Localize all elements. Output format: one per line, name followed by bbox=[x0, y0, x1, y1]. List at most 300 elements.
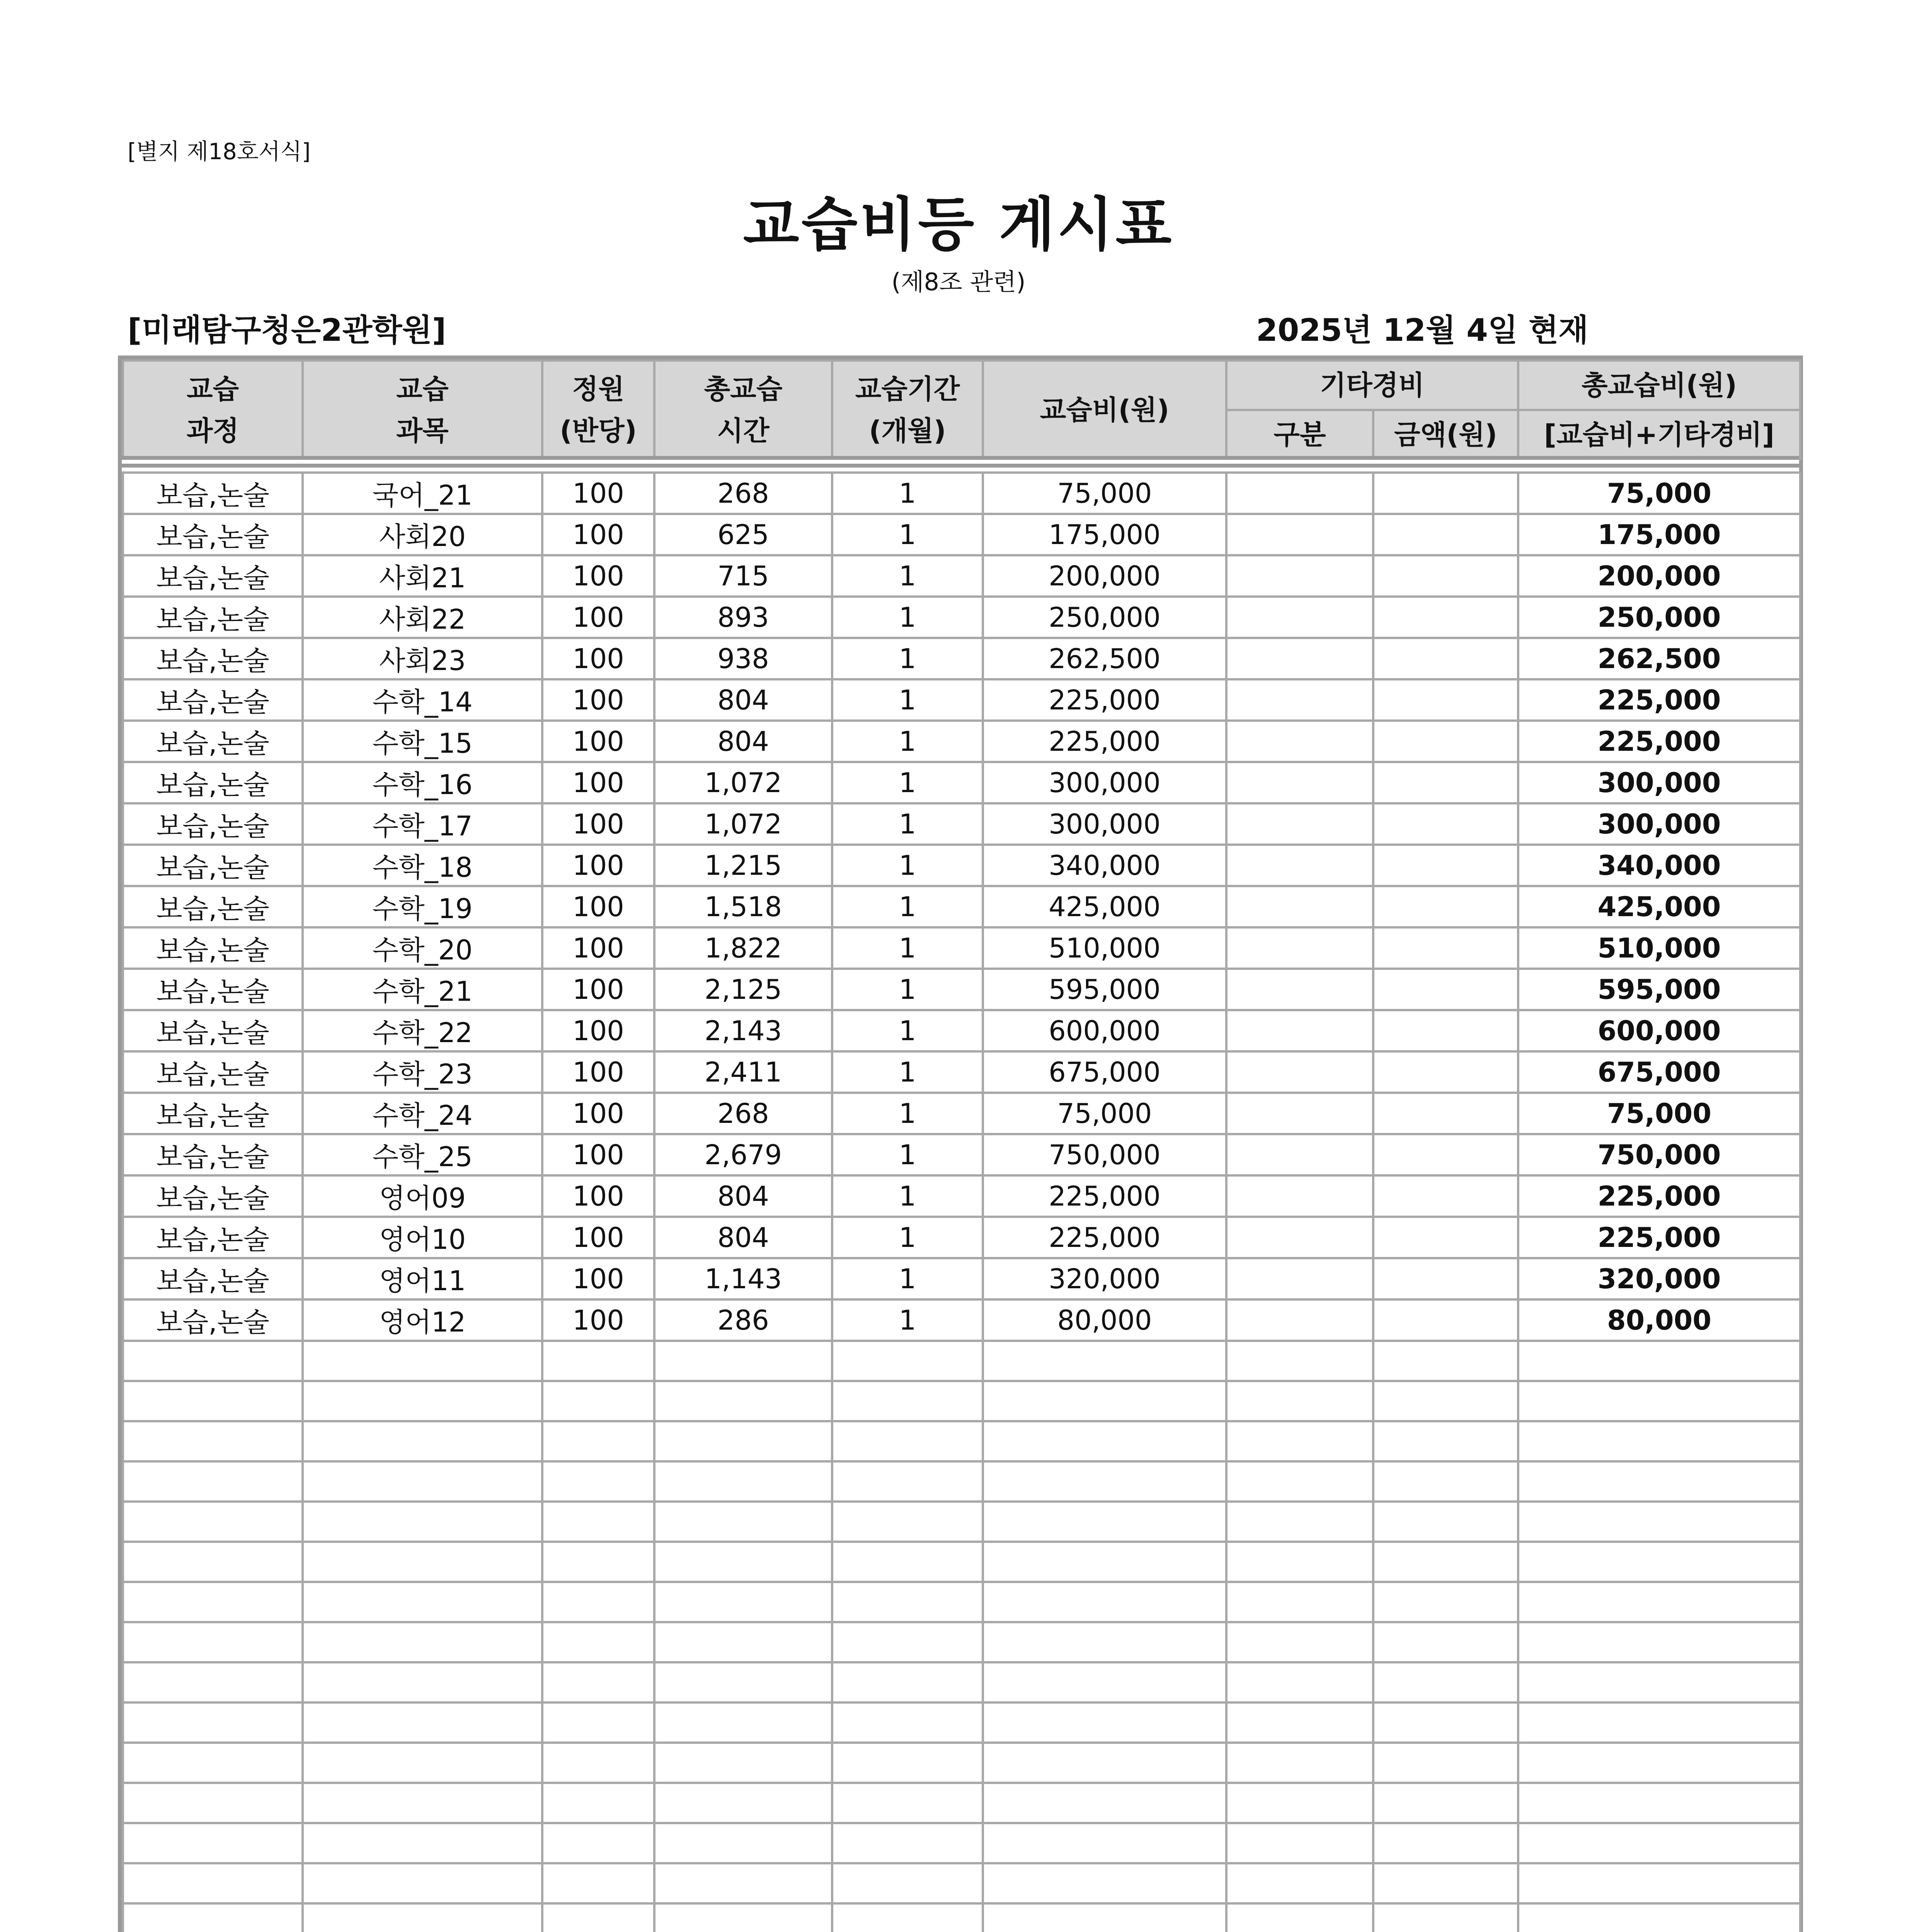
cell-capacity: 100 bbox=[542, 969, 654, 1010]
cell-fee: 300,000 bbox=[983, 803, 1226, 845]
cell-capacity: 100 bbox=[542, 1051, 654, 1093]
cell-total: 250,000 bbox=[1518, 597, 1800, 638]
cell-other-type bbox=[1226, 1134, 1373, 1175]
cell-hours: 715 bbox=[654, 555, 832, 597]
empty-cell bbox=[1518, 1502, 1800, 1542]
cell-fee: 750,000 bbox=[983, 1134, 1226, 1175]
cell-other-type bbox=[1226, 473, 1373, 514]
cell-other-amount bbox=[1373, 1299, 1518, 1341]
cell-total: 340,000 bbox=[1518, 845, 1800, 886]
table-row bbox=[123, 1051, 1800, 1093]
cell-total: 225,000 bbox=[1518, 1217, 1800, 1258]
cell-course: 보습,논술 bbox=[123, 597, 303, 638]
empty-cell bbox=[1373, 1823, 1518, 1863]
empty-cell bbox=[1373, 1783, 1518, 1823]
empty-cell bbox=[1373, 1582, 1518, 1622]
cell-other-type bbox=[1226, 1258, 1373, 1299]
cell-total: 510,000 bbox=[1518, 927, 1800, 969]
cell-period: 1 bbox=[832, 597, 983, 638]
cell-capacity: 100 bbox=[542, 845, 654, 886]
cell-other-amount bbox=[1373, 597, 1518, 638]
empty-cell bbox=[542, 1863, 654, 1903]
empty-table-row bbox=[123, 1542, 1800, 1582]
header-fee: 교습비(원) bbox=[983, 361, 1226, 459]
fee-table-body bbox=[122, 471, 1801, 1932]
empty-cell bbox=[303, 1582, 542, 1622]
header-separator bbox=[122, 456, 1799, 468]
cell-course: 보습,논술 bbox=[123, 1217, 303, 1258]
cell-other-amount bbox=[1373, 803, 1518, 845]
empty-cell bbox=[1226, 1702, 1373, 1743]
cell-course: 보습,논술 bbox=[123, 927, 303, 969]
page-title: 교습비등 게시표 bbox=[743, 191, 1174, 259]
cell-course: 보습,논술 bbox=[123, 721, 303, 762]
cell-fee: 510,000 bbox=[983, 927, 1226, 969]
cell-period: 1 bbox=[832, 886, 983, 927]
empty-cell bbox=[1226, 1582, 1373, 1622]
empty-cell bbox=[654, 1381, 832, 1421]
cell-capacity: 100 bbox=[542, 1299, 654, 1341]
empty-cell bbox=[123, 1823, 303, 1863]
empty-cell bbox=[1373, 1502, 1518, 1542]
empty-cell bbox=[654, 1783, 832, 1823]
cell-course: 보습,논술 bbox=[123, 1051, 303, 1093]
empty-cell bbox=[542, 1823, 654, 1863]
cell-capacity: 100 bbox=[542, 1134, 654, 1175]
cell-other-amount bbox=[1373, 679, 1518, 721]
empty-cell bbox=[832, 1582, 983, 1622]
cell-total: 200,000 bbox=[1518, 555, 1800, 597]
cell-fee: 225,000 bbox=[983, 1175, 1226, 1217]
empty-cell bbox=[983, 1823, 1226, 1863]
empty-cell bbox=[1226, 1662, 1373, 1702]
empty-cell bbox=[1518, 1702, 1800, 1743]
cell-subject: 수학_16 bbox=[303, 762, 542, 803]
cell-fee: 75,000 bbox=[983, 473, 1226, 514]
cell-hours: 1,143 bbox=[654, 1258, 832, 1299]
cell-fee: 340,000 bbox=[983, 845, 1226, 886]
cell-total: 425,000 bbox=[1518, 886, 1800, 927]
empty-cell bbox=[654, 1702, 832, 1743]
empty-cell bbox=[1373, 1863, 1518, 1903]
cell-total: 600,000 bbox=[1518, 1010, 1800, 1051]
cell-total: 300,000 bbox=[1518, 803, 1800, 845]
empty-cell bbox=[542, 1421, 654, 1461]
empty-cell bbox=[542, 1783, 654, 1823]
empty-cell bbox=[1518, 1783, 1800, 1823]
cell-other-type bbox=[1226, 597, 1373, 638]
cell-other-type bbox=[1226, 514, 1373, 555]
empty-cell bbox=[832, 1622, 983, 1662]
cell-other-amount bbox=[1373, 473, 1518, 514]
empty-cell bbox=[1373, 1743, 1518, 1783]
cell-course: 보습,논술 bbox=[123, 886, 303, 927]
empty-cell bbox=[1226, 1421, 1373, 1461]
cell-other-type bbox=[1226, 555, 1373, 597]
empty-cell bbox=[983, 1502, 1226, 1542]
cell-other-amount bbox=[1373, 638, 1518, 679]
cell-total: 75,000 bbox=[1518, 473, 1800, 514]
cell-other-type bbox=[1226, 1299, 1373, 1341]
cell-period: 1 bbox=[832, 473, 983, 514]
empty-cell bbox=[983, 1381, 1226, 1421]
cell-subject: 사회20 bbox=[303, 514, 542, 555]
cell-fee: 225,000 bbox=[983, 1217, 1226, 1258]
empty-cell bbox=[123, 1502, 303, 1542]
cell-capacity: 100 bbox=[542, 597, 654, 638]
empty-cell bbox=[654, 1341, 832, 1381]
table-row bbox=[123, 1134, 1800, 1175]
cell-other-type bbox=[1226, 638, 1373, 679]
empty-cell bbox=[983, 1622, 1226, 1662]
cell-course: 보습,논술 bbox=[123, 679, 303, 721]
cell-hours: 1,072 bbox=[654, 762, 832, 803]
cell-other-type bbox=[1226, 969, 1373, 1010]
empty-cell bbox=[832, 1542, 983, 1582]
cell-other-type bbox=[1226, 927, 1373, 969]
empty-cell bbox=[542, 1502, 654, 1542]
empty-cell bbox=[303, 1502, 542, 1542]
empty-table-row bbox=[123, 1903, 1800, 1932]
cell-hours: 2,679 bbox=[654, 1134, 832, 1175]
cell-period: 1 bbox=[832, 1217, 983, 1258]
empty-cell bbox=[654, 1582, 832, 1622]
cell-period: 1 bbox=[832, 679, 983, 721]
header-course: 교습 과정 bbox=[123, 361, 303, 459]
empty-cell bbox=[832, 1783, 983, 1823]
cell-fee: 80,000 bbox=[983, 1299, 1226, 1341]
empty-cell bbox=[832, 1743, 983, 1783]
empty-cell bbox=[654, 1421, 832, 1461]
cell-course: 보습,논술 bbox=[123, 473, 303, 514]
empty-cell bbox=[654, 1542, 832, 1582]
empty-cell bbox=[832, 1461, 983, 1502]
empty-cell bbox=[123, 1461, 303, 1502]
cell-other-amount bbox=[1373, 886, 1518, 927]
cell-total: 300,000 bbox=[1518, 762, 1800, 803]
cell-period: 1 bbox=[832, 762, 983, 803]
empty-cell bbox=[1373, 1903, 1518, 1932]
table-row bbox=[123, 803, 1800, 845]
cell-course: 보습,논술 bbox=[123, 969, 303, 1010]
cell-other-amount bbox=[1373, 1010, 1518, 1051]
cell-other-amount bbox=[1373, 1175, 1518, 1217]
header-capacity: 정원 (반당) bbox=[542, 361, 654, 459]
cell-subject: 수학_17 bbox=[303, 803, 542, 845]
empty-cell bbox=[303, 1662, 542, 1702]
cell-subject: 영어12 bbox=[303, 1299, 542, 1341]
cell-period: 1 bbox=[832, 721, 983, 762]
empty-cell bbox=[1518, 1542, 1800, 1582]
cell-hours: 2,411 bbox=[654, 1051, 832, 1093]
empty-cell bbox=[123, 1341, 303, 1381]
cell-hours: 268 bbox=[654, 473, 832, 514]
empty-cell bbox=[654, 1502, 832, 1542]
empty-cell bbox=[123, 1542, 303, 1582]
empty-cell bbox=[832, 1903, 983, 1932]
cell-hours: 804 bbox=[654, 679, 832, 721]
empty-cell bbox=[303, 1341, 542, 1381]
empty-cell bbox=[654, 1823, 832, 1863]
empty-cell bbox=[542, 1743, 654, 1783]
empty-cell bbox=[1226, 1903, 1373, 1932]
cell-capacity: 100 bbox=[542, 473, 654, 514]
cell-subject: 수학_18 bbox=[303, 845, 542, 886]
cell-subject: 수학_24 bbox=[303, 1093, 542, 1134]
cell-hours: 804 bbox=[654, 1217, 832, 1258]
cell-total: 262,500 bbox=[1518, 638, 1800, 679]
cell-subject: 수학_20 bbox=[303, 927, 542, 969]
table-row bbox=[123, 514, 1800, 555]
cell-other-amount bbox=[1373, 1258, 1518, 1299]
empty-cell bbox=[542, 1461, 654, 1502]
empty-table-row bbox=[123, 1502, 1800, 1542]
empty-cell bbox=[1226, 1341, 1373, 1381]
cell-other-amount bbox=[1373, 1093, 1518, 1134]
cell-capacity: 100 bbox=[542, 762, 654, 803]
cell-period: 1 bbox=[832, 1258, 983, 1299]
empty-cell bbox=[1518, 1743, 1800, 1783]
empty-cell bbox=[832, 1381, 983, 1421]
cell-capacity: 100 bbox=[542, 803, 654, 845]
empty-cell bbox=[1373, 1341, 1518, 1381]
cell-period: 1 bbox=[832, 927, 983, 969]
cell-fee: 300,000 bbox=[983, 762, 1226, 803]
empty-table-row bbox=[123, 1341, 1800, 1381]
empty-cell bbox=[123, 1743, 303, 1783]
cell-period: 1 bbox=[832, 638, 983, 679]
cell-capacity: 100 bbox=[542, 679, 654, 721]
cell-course: 보습,논술 bbox=[123, 762, 303, 803]
cell-capacity: 100 bbox=[542, 1258, 654, 1299]
cell-subject: 영어09 bbox=[303, 1175, 542, 1217]
table-row bbox=[123, 679, 1800, 721]
empty-cell bbox=[1226, 1863, 1373, 1903]
empty-cell bbox=[303, 1702, 542, 1743]
table-row bbox=[123, 1258, 1800, 1299]
cell-course: 보습,논술 bbox=[123, 638, 303, 679]
table-row bbox=[123, 638, 1800, 679]
cell-course: 보습,논술 bbox=[123, 803, 303, 845]
header-subject: 교습 과목 bbox=[303, 361, 542, 459]
cell-period: 1 bbox=[832, 803, 983, 845]
table-row bbox=[123, 927, 1800, 969]
as-of-date: 2025년 12월 4일 현재 bbox=[1256, 312, 1588, 348]
cell-period: 1 bbox=[832, 514, 983, 555]
empty-cell bbox=[123, 1421, 303, 1461]
empty-cell bbox=[542, 1903, 654, 1932]
cell-course: 보습,논술 bbox=[123, 1175, 303, 1217]
cell-subject: 사회22 bbox=[303, 597, 542, 638]
cell-other-type bbox=[1226, 803, 1373, 845]
cell-course: 보습,논술 bbox=[123, 1134, 303, 1175]
table-row bbox=[123, 555, 1800, 597]
empty-cell bbox=[983, 1783, 1226, 1823]
empty-cell bbox=[1226, 1461, 1373, 1502]
empty-cell bbox=[654, 1461, 832, 1502]
cell-fee: 225,000 bbox=[983, 679, 1226, 721]
cell-subject: 수학_15 bbox=[303, 721, 542, 762]
cell-period: 1 bbox=[832, 969, 983, 1010]
cell-hours: 268 bbox=[654, 1093, 832, 1134]
empty-cell bbox=[1373, 1381, 1518, 1421]
empty-table-row bbox=[123, 1461, 1800, 1502]
empty-table-row bbox=[123, 1421, 1800, 1461]
cell-hours: 1,215 bbox=[654, 845, 832, 886]
cell-other-type bbox=[1226, 886, 1373, 927]
cell-hours: 2,143 bbox=[654, 1010, 832, 1051]
cell-fee: 320,000 bbox=[983, 1258, 1226, 1299]
empty-cell bbox=[123, 1783, 303, 1823]
cell-hours: 804 bbox=[654, 1175, 832, 1217]
empty-cell bbox=[123, 1662, 303, 1702]
empty-cell bbox=[654, 1662, 832, 1702]
empty-cell bbox=[1226, 1823, 1373, 1863]
cell-total: 175,000 bbox=[1518, 514, 1800, 555]
empty-cell bbox=[832, 1823, 983, 1863]
cell-fee: 75,000 bbox=[983, 1093, 1226, 1134]
empty-table-row bbox=[123, 1662, 1800, 1702]
empty-cell bbox=[983, 1341, 1226, 1381]
cell-subject: 수학_21 bbox=[303, 969, 542, 1010]
cell-subject: 수학_22 bbox=[303, 1010, 542, 1051]
cell-hours: 1,518 bbox=[654, 886, 832, 927]
empty-cell bbox=[654, 1863, 832, 1903]
cell-other-amount bbox=[1373, 1217, 1518, 1258]
empty-cell bbox=[832, 1341, 983, 1381]
empty-cell bbox=[123, 1863, 303, 1903]
empty-cell bbox=[832, 1421, 983, 1461]
cell-subject: 국어_21 bbox=[303, 473, 542, 514]
empty-cell bbox=[1226, 1783, 1373, 1823]
empty-cell bbox=[1518, 1662, 1800, 1702]
cell-capacity: 100 bbox=[542, 1093, 654, 1134]
cell-other-type bbox=[1226, 1010, 1373, 1051]
cell-period: 1 bbox=[832, 1051, 983, 1093]
cell-capacity: 100 bbox=[542, 1010, 654, 1051]
empty-cell bbox=[1373, 1421, 1518, 1461]
empty-cell bbox=[1518, 1341, 1800, 1381]
cell-other-type bbox=[1226, 679, 1373, 721]
cell-course: 보습,논술 bbox=[123, 1299, 303, 1341]
empty-cell bbox=[1373, 1702, 1518, 1743]
empty-cell bbox=[123, 1903, 303, 1932]
empty-cell bbox=[542, 1341, 654, 1381]
empty-table-row bbox=[123, 1582, 1800, 1622]
table-row bbox=[123, 597, 1800, 638]
cell-total: 320,000 bbox=[1518, 1258, 1800, 1299]
empty-cell bbox=[123, 1702, 303, 1743]
table-row bbox=[123, 1010, 1800, 1051]
page-subtitle: (제8조 관련) bbox=[891, 268, 1026, 296]
cell-other-type bbox=[1226, 1175, 1373, 1217]
cell-capacity: 100 bbox=[542, 1217, 654, 1258]
cell-course: 보습,논술 bbox=[123, 1093, 303, 1134]
table-row bbox=[123, 1217, 1800, 1258]
cell-subject: 수학_19 bbox=[303, 886, 542, 927]
empty-cell bbox=[542, 1622, 654, 1662]
cell-hours: 1,822 bbox=[654, 927, 832, 969]
header-total-line2: [교습비+기타경비] bbox=[1518, 410, 1800, 459]
table-row bbox=[123, 762, 1800, 803]
empty-cell bbox=[983, 1743, 1226, 1783]
cell-other-amount bbox=[1373, 845, 1518, 886]
table-row bbox=[123, 1093, 1800, 1134]
cell-period: 1 bbox=[832, 1175, 983, 1217]
empty-cell bbox=[983, 1461, 1226, 1502]
cell-subject: 수학_23 bbox=[303, 1051, 542, 1093]
empty-cell bbox=[983, 1863, 1226, 1903]
empty-cell bbox=[303, 1783, 542, 1823]
academy-name: [미래탐구청은2관학원] bbox=[128, 312, 446, 348]
empty-cell bbox=[303, 1863, 542, 1903]
empty-cell bbox=[303, 1542, 542, 1582]
empty-cell bbox=[1518, 1461, 1800, 1502]
cell-total: 675,000 bbox=[1518, 1051, 1800, 1093]
table-row bbox=[123, 1299, 1800, 1341]
cell-capacity: 100 bbox=[542, 1175, 654, 1217]
cell-capacity: 100 bbox=[542, 927, 654, 969]
empty-cell bbox=[983, 1421, 1226, 1461]
empty-cell bbox=[303, 1421, 542, 1461]
table-row bbox=[123, 473, 1800, 514]
cell-other-amount bbox=[1373, 1134, 1518, 1175]
table-row bbox=[123, 886, 1800, 927]
empty-table-row bbox=[123, 1863, 1800, 1903]
cell-subject: 수학_14 bbox=[303, 679, 542, 721]
header-other-type: 구분 bbox=[1226, 410, 1373, 459]
empty-cell bbox=[654, 1743, 832, 1783]
cell-capacity: 100 bbox=[542, 886, 654, 927]
header-hours: 총교습 시간 bbox=[654, 361, 832, 459]
empty-cell bbox=[303, 1823, 542, 1863]
cell-other-type bbox=[1226, 1093, 1373, 1134]
cell-hours: 286 bbox=[654, 1299, 832, 1341]
table-row bbox=[123, 969, 1800, 1010]
cell-subject: 사회23 bbox=[303, 638, 542, 679]
empty-cell bbox=[1226, 1622, 1373, 1662]
cell-other-amount bbox=[1373, 927, 1518, 969]
cell-capacity: 100 bbox=[542, 721, 654, 762]
cell-fee: 175,000 bbox=[983, 514, 1226, 555]
empty-table-row bbox=[123, 1743, 1800, 1783]
cell-period: 1 bbox=[832, 555, 983, 597]
cell-hours: 2,125 bbox=[654, 969, 832, 1010]
cell-other-amount bbox=[1373, 762, 1518, 803]
empty-cell bbox=[303, 1903, 542, 1932]
cell-subject: 영어11 bbox=[303, 1258, 542, 1299]
cell-period: 1 bbox=[832, 1134, 983, 1175]
fee-table-header bbox=[122, 359, 1801, 461]
empty-table-row bbox=[123, 1381, 1800, 1421]
empty-cell bbox=[654, 1903, 832, 1932]
empty-cell bbox=[542, 1381, 654, 1421]
empty-cell bbox=[1518, 1381, 1800, 1421]
empty-cell bbox=[1518, 1622, 1800, 1662]
empty-cell bbox=[1373, 1461, 1518, 1502]
cell-capacity: 100 bbox=[542, 555, 654, 597]
cell-subject: 사회21 bbox=[303, 555, 542, 597]
empty-cell bbox=[832, 1702, 983, 1743]
empty-cell bbox=[832, 1863, 983, 1903]
cell-course: 보습,논술 bbox=[123, 1258, 303, 1299]
cell-fee: 595,000 bbox=[983, 969, 1226, 1010]
empty-cell bbox=[832, 1662, 983, 1702]
empty-cell bbox=[1518, 1582, 1800, 1622]
empty-cell bbox=[1226, 1743, 1373, 1783]
empty-cell bbox=[1373, 1622, 1518, 1662]
empty-cell bbox=[542, 1702, 654, 1743]
